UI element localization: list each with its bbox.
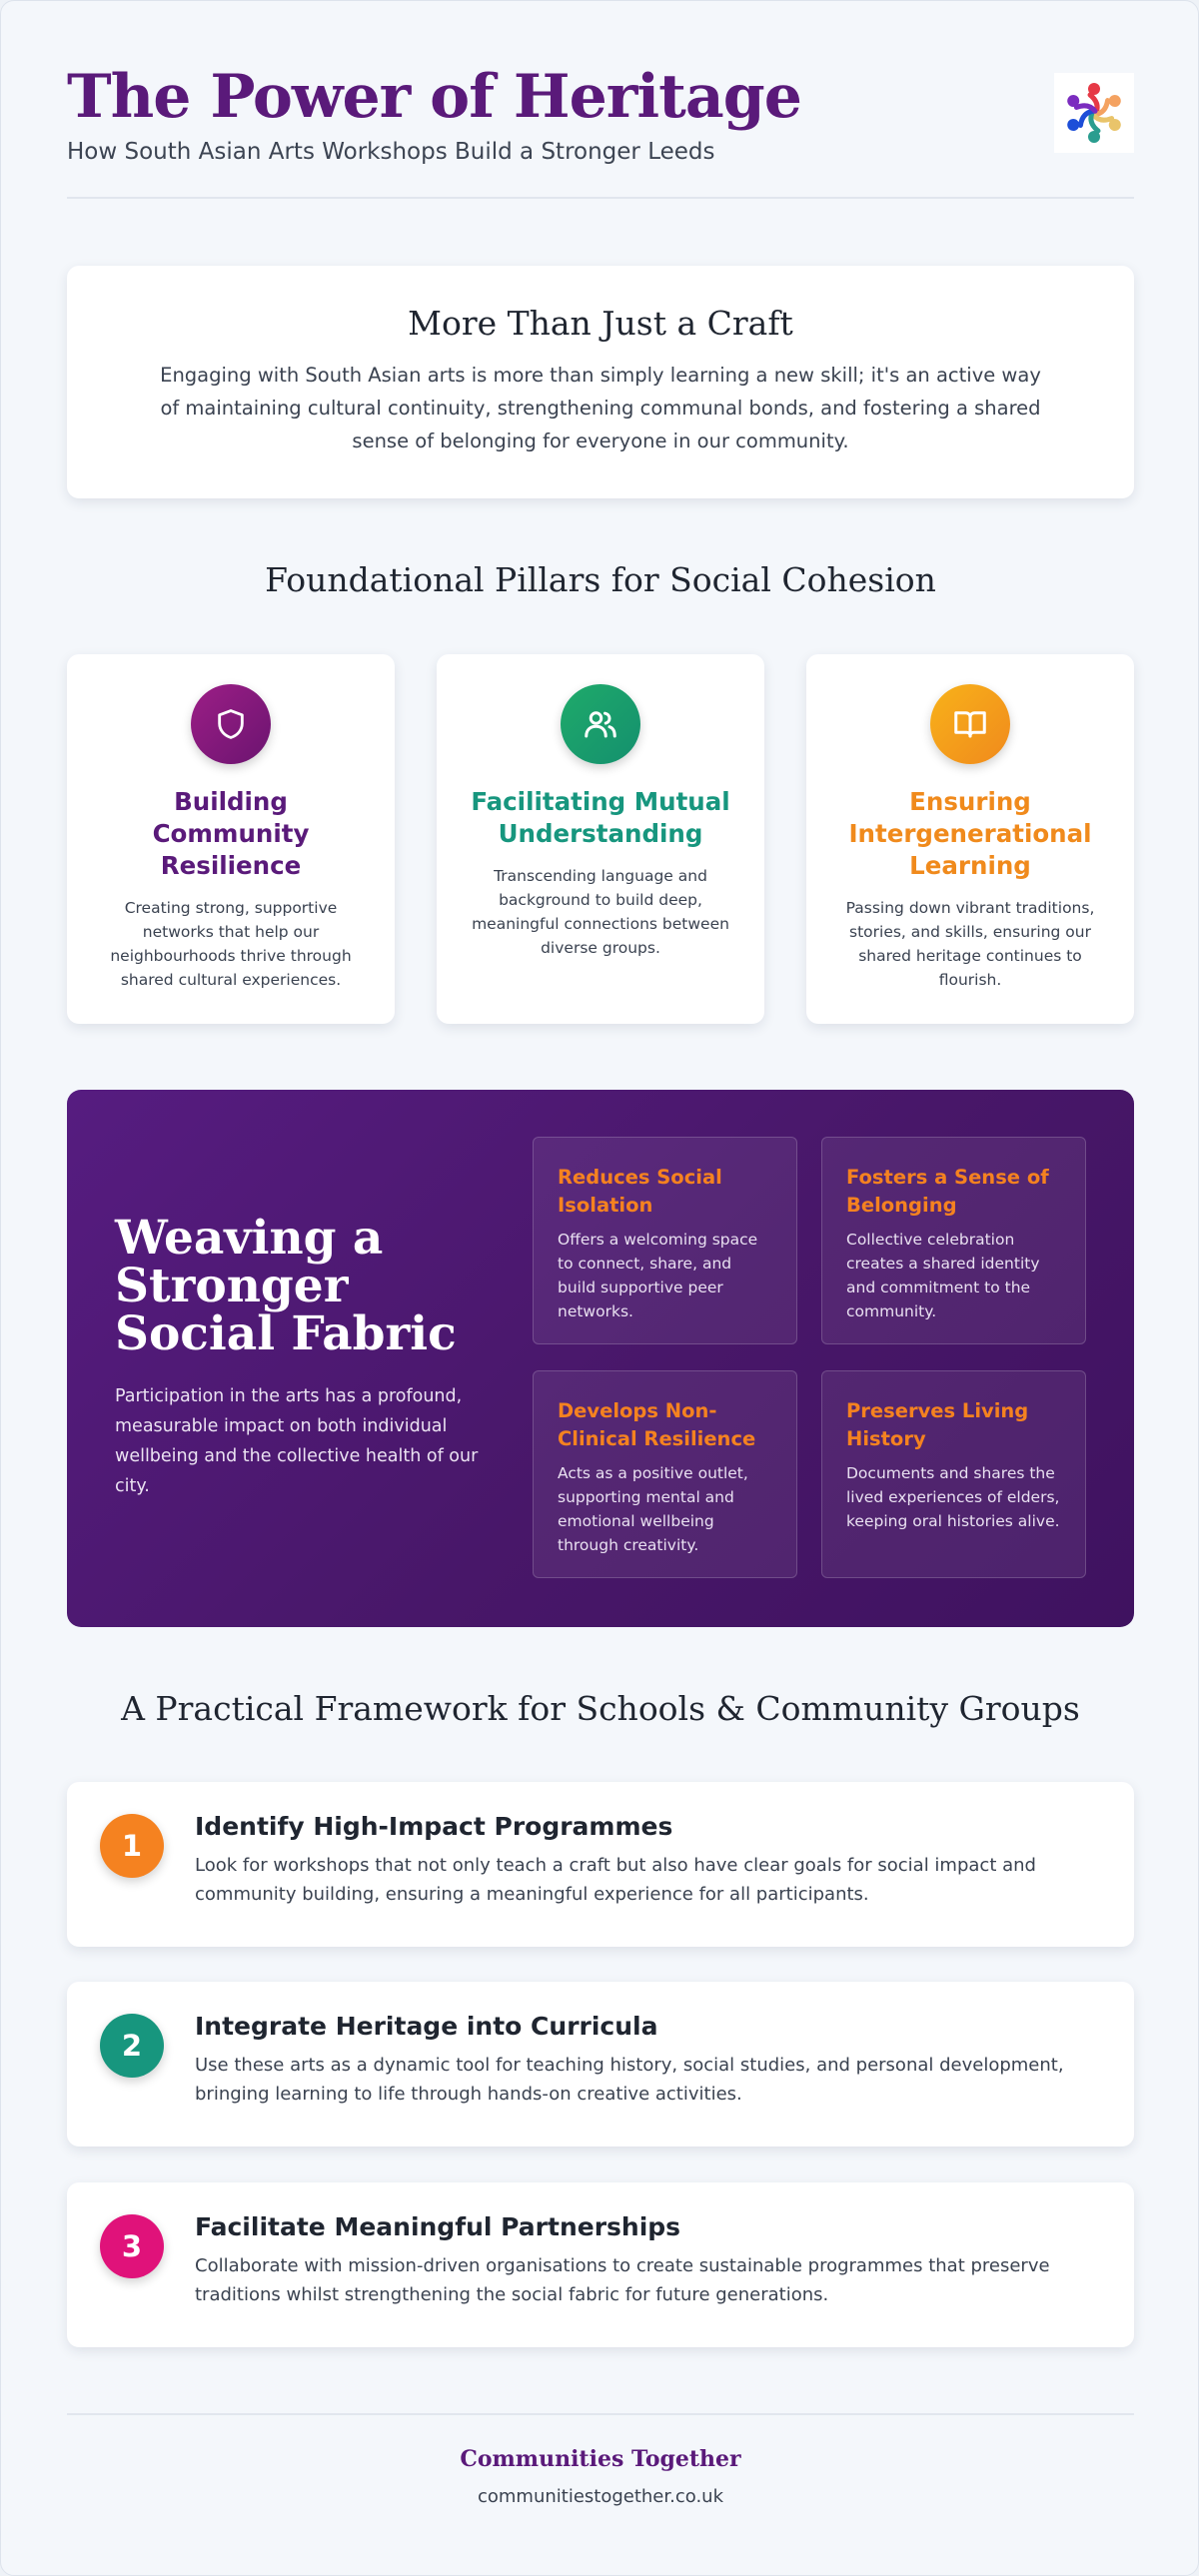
fabric-benefit-card: [533, 1137, 797, 1344]
footer-brand: Communities Together: [460, 2446, 741, 2472]
step-number-badge: 1: [100, 1814, 164, 1878]
benefit-body: Documents and shares the lived experiences of elders, keeping oral histories alive.: [846, 1464, 1060, 1530]
intro-body: Engaging with South Asian arts is more than simply learning a new skill; it's an active way of maintaining cultural continuity, strengthening communal bonds, and fostering a shared sense of belonging for everyone in our community.: [160, 364, 1041, 452]
benefit-body: Offers a welcoming space to connect, share, and build supportive peer networks.: [558, 1231, 758, 1320]
benefit-title: Reduces Social Isolation: [558, 1166, 722, 1217]
step-title: Integrate Heritage into Curricula: [195, 2012, 658, 2041]
intro-card: [67, 266, 1134, 498]
social-fabric-panel: [67, 1090, 1134, 1627]
pillar-card-resilience: [67, 654, 395, 1024]
pillar-card-intergenerational: [806, 654, 1134, 1024]
pillar-title: Ensuring Intergenerational Learning: [848, 787, 1092, 880]
pillar-card-understanding: [437, 654, 764, 1024]
users-icon: [561, 684, 640, 764]
benefit-body: Acts as a positive outlet, supporting mental and emotional wellbeing through creativity.: [558, 1464, 748, 1554]
pillar-body: Creating strong, supportive networks that help our neighbourhoods thrive through shared cultural experiences.: [110, 899, 352, 989]
framework-step-3: [67, 2182, 1134, 2347]
benefit-body: Collective celebration creates a shared identity and commitment to the community.: [846, 1231, 1040, 1320]
book-icon: [930, 684, 1010, 764]
fabric-benefit-card: [821, 1137, 1086, 1344]
step-body: Look for workshops that not only teach a craft but also have clear goals for social impact and community building, ensuring a meaningful experience for all participants.: [195, 1855, 1036, 1905]
communities-together-logo-icon: [1054, 73, 1134, 153]
step-body: Collaborate with mission-driven organisations to create sustainable programmes that preserve traditions whilst strengthening the social fabric for future generations.: [195, 2255, 1050, 2305]
benefit-title: Develops Non-Clinical Resilience: [558, 1399, 756, 1450]
pillar-title: Building Community Resilience: [152, 787, 310, 880]
page-subtitle: How South Asian Arts Workshops Build a Stronger Leeds: [67, 139, 715, 165]
pillar-title: Facilitating Mutual Understanding: [471, 787, 730, 848]
intro-heading: More Than Just a Craft: [408, 304, 793, 343]
fabric-body: Participation in the arts has a profound, measurable impact on both individual wellbeing and the collective health of our city.: [115, 1386, 479, 1496]
step-title: Facilitate Meaningful Partnerships: [195, 2212, 681, 2241]
page-title: The Power of Heritage: [67, 62, 801, 132]
framework-heading: A Practical Framework for Schools & Community Groups: [121, 1689, 1080, 1728]
benefit-title: Preserves Living History: [846, 1399, 1029, 1450]
framework-step-2: [67, 1982, 1134, 2147]
fabric-benefit-card: [821, 1370, 1086, 1578]
benefit-title: Fosters a Sense of Belonging: [846, 1166, 1049, 1217]
fabric-benefit-card: [533, 1370, 797, 1578]
step-number-badge: 3: [100, 2214, 164, 2278]
footer-url-link[interactable]: communitiestogether.co.uk: [477, 2486, 724, 2507]
pillar-body: Passing down vibrant traditions, stories, and skills, ensuring our shared heritage continues to flourish.: [845, 899, 1095, 989]
step-body: Use these arts as a dynamic tool for teaching history, social studies, and personal development, bringing learning to life through hands-on creative activities.: [195, 2055, 1064, 2105]
step-title: Identify High-Impact Programmes: [195, 1812, 673, 1841]
shield-icon: [191, 684, 271, 764]
header: [67, 57, 1134, 199]
pillars-heading: Foundational Pillars for Social Cohesion: [265, 560, 936, 599]
step-number-badge: 2: [100, 2014, 164, 2078]
framework-step-1: [67, 1782, 1134, 1947]
footer-divider: [67, 2413, 1134, 2415]
pillar-body: Transcending language and background to build deep, meaningful connections between diverse groups.: [472, 867, 729, 957]
fabric-heading: Weaving a Stronger Social Fabric: [115, 1211, 457, 1361]
